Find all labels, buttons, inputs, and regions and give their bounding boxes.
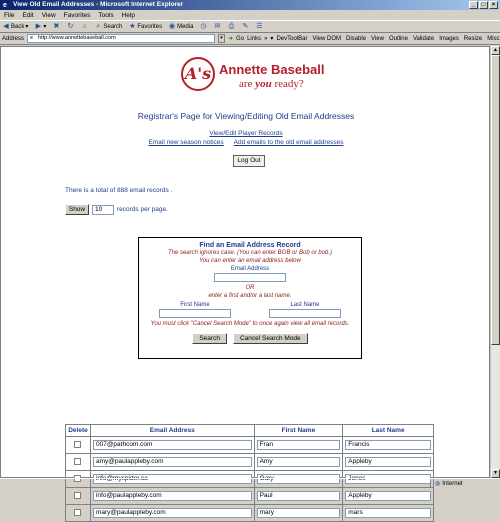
favorites-icon: ★ [129, 22, 136, 30]
back-label: Back [11, 23, 25, 30]
search-note-email: You can enter an email address below [199, 258, 301, 264]
stop-icon[interactable]: ✖ [53, 22, 60, 30]
records-per-page-label: records per page. [117, 206, 168, 213]
table-row [66, 505, 434, 522]
globe-icon: ◍ [435, 481, 441, 487]
search-note-name: enter a first and/or a last name. [208, 293, 292, 299]
go-button[interactable]: Go [236, 35, 245, 42]
delete-checkbox[interactable] [74, 509, 81, 516]
toolbar-options-icon[interactable]: ▾ [270, 36, 274, 42]
search-last-name-input[interactable] [269, 309, 341, 318]
media-label: Media [177, 23, 194, 30]
favorites-label: Favorites [137, 23, 163, 30]
scroll-up-icon[interactable]: ▲ [491, 46, 500, 55]
tagline-start: are [239, 78, 256, 90]
total-records-text: There is a total of 888 email records . [65, 187, 173, 194]
logo-brand-name: Annette Baseball [219, 62, 325, 77]
delete-checkbox[interactable] [74, 441, 81, 448]
links-label[interactable]: Links [247, 35, 262, 42]
last-name-input[interactable]: Appleby [345, 491, 431, 501]
site-logo [181, 57, 351, 107]
menu-file[interactable]: File [4, 11, 15, 19]
favorites-button[interactable] [128, 23, 162, 31]
status-bar [0, 478, 500, 488]
link-outline[interactable]: Outline [388, 35, 408, 42]
media-icon: ◉ [169, 22, 176, 30]
tagline-end: ready? [271, 78, 304, 90]
forward-arrow-icon: ▶ [35, 22, 42, 30]
edit-icon[interactable]: ✎ [242, 22, 249, 30]
nav-links-row-2 [1, 139, 491, 146]
forward-button[interactable] [34, 23, 46, 31]
first-name-column-header: First Name [254, 425, 343, 437]
last-name-column-header: Last Name [343, 425, 434, 437]
search-buttons [139, 333, 361, 344]
back-arrow-icon: ◀ [3, 22, 9, 30]
search-button-submit[interactable]: Search [192, 333, 227, 344]
last-name-field-group [269, 301, 341, 318]
menu-bar [0, 10, 500, 20]
address-dropdown-icon[interactable]: ▾ [218, 34, 225, 43]
window-controls [469, 1, 498, 9]
email-column-header: Email Address [90, 425, 254, 437]
delete-checkbox[interactable] [74, 492, 81, 499]
delete-checkbox[interactable] [74, 458, 81, 465]
logo-tagline [239, 78, 304, 90]
table-header-row [66, 425, 434, 437]
records-per-page-input[interactable]: 10 [92, 205, 114, 215]
maximize-button[interactable]: □ [479, 1, 488, 9]
window-title: View Old Email Addresses - Microsoft Internet Explorer [13, 1, 184, 8]
link-validate[interactable]: Validate [412, 35, 435, 42]
last-name-label: Last Name [290, 302, 320, 308]
first-name-label: First Name [180, 302, 210, 308]
email-notices-link[interactable]: Email new season notices [148, 139, 224, 146]
last-name-input[interactable]: Francis [345, 440, 431, 450]
discuss-icon[interactable]: ☰ [256, 22, 263, 30]
last-name-input[interactable]: mars [345, 508, 431, 518]
search-note-case: The search ignores case. (You can enter BOB or Bob or bob.) [167, 250, 333, 256]
media-button[interactable] [168, 23, 193, 31]
browser-toolbar [0, 20, 500, 33]
email-address-label: Email Address [230, 266, 270, 272]
menu-favorites[interactable]: Favorites [63, 11, 91, 19]
link-devtoolbar[interactable]: DevToolBar [276, 35, 308, 42]
table-row [66, 437, 434, 454]
link-misc[interactable]: Misc [487, 35, 500, 42]
first-name-input[interactable]: Gary [257, 474, 341, 484]
address-label: Address [2, 35, 25, 42]
close-button[interactable]: × [489, 1, 498, 9]
home-icon[interactable]: ⌂ [82, 22, 87, 30]
print-icon[interactable]: ⎙ [228, 22, 235, 30]
security-zone [430, 480, 500, 487]
address-bar [0, 33, 500, 45]
back-button[interactable] [2, 23, 28, 31]
delete-column-header: Delete [66, 425, 91, 437]
search-first-name-input[interactable] [159, 309, 231, 318]
table-row [66, 488, 434, 505]
scrollbar-thumb[interactable] [491, 55, 500, 345]
search-button[interactable] [94, 23, 122, 31]
link-disable[interactable]: Disable [346, 35, 367, 42]
add-emails-link[interactable]: Add emails to the old email addresses [233, 139, 344, 146]
email-input[interactable]: amy@paulappleby.com [93, 457, 252, 467]
history-icon[interactable]: ◷ [200, 22, 207, 30]
first-name-input[interactable]: Amy [257, 457, 341, 467]
email-input[interactable]: 007@pathcom.com [93, 440, 252, 450]
search-or-label: OR [245, 285, 255, 291]
email-input[interactable]: mary@paulappleby.com [93, 508, 252, 518]
last-name-input[interactable]: Jones [345, 474, 431, 484]
last-name-input[interactable]: Appleby [345, 457, 431, 467]
view-edit-players-link[interactable]: View/Edit Player Records [209, 130, 283, 137]
page-title: Registrar's Page for Viewing/Editing Old Email Addresses [137, 111, 355, 121]
go-arrow-icon[interactable]: ➜ [228, 36, 234, 42]
email-input[interactable]: info@myspider.ca [93, 474, 252, 484]
chevron-down-icon[interactable]: ▾ [25, 24, 29, 30]
name-fields [139, 301, 361, 318]
table-row [66, 454, 434, 471]
search-panel-title: Find an Email Address Record [199, 242, 301, 249]
show-button[interactable]: Show [65, 204, 89, 215]
menu-edit[interactable]: Edit [22, 11, 34, 19]
address-input[interactable]: e http://www.annettebaseball.com [27, 34, 215, 43]
first-name-input[interactable]: mary [257, 508, 341, 518]
link-view[interactable]: View [371, 35, 384, 42]
email-input[interactable]: info@paulappleby.com [93, 491, 252, 501]
search-panel [138, 237, 362, 359]
zone-label: Internet [442, 480, 463, 487]
vertical-scrollbar[interactable] [490, 46, 500, 478]
menu-tools[interactable]: Tools [98, 11, 114, 19]
minimize-button[interactable]: _ [469, 1, 478, 9]
email-records-table [65, 424, 434, 522]
ie-icon: e [3, 1, 7, 9]
links-toolbar [276, 36, 499, 42]
cancel-search-mode-button[interactable]: Cancel Search Mode [233, 333, 308, 344]
logout-button[interactable]: Log Out [233, 155, 265, 167]
chevron-right-icon[interactable]: » [264, 35, 268, 42]
window-titlebar [0, 0, 500, 10]
refresh-icon[interactable]: ↻ [67, 22, 74, 30]
search-note-cancel: You must click "Cancel Search Mode" to once again view all email records. [150, 321, 350, 327]
scroll-down-icon[interactable]: ▼ [491, 469, 500, 478]
baseball-logo-icon: A's [181, 57, 215, 91]
menu-help[interactable]: Help [121, 11, 135, 19]
chevron-down-icon[interactable]: ▾ [43, 24, 47, 30]
search-icon: ⌕ [96, 22, 101, 30]
first-name-field-group [159, 301, 231, 318]
link-images[interactable]: Images [439, 35, 459, 42]
nav-links-row-1 [1, 130, 491, 137]
first-name-input[interactable]: Fran [257, 440, 341, 450]
first-name-input[interactable]: Paul [257, 491, 341, 501]
records-per-page-row [65, 204, 168, 215]
tagline-emphasis: you [255, 78, 272, 90]
mail-icon[interactable]: ✉ [214, 22, 221, 30]
link-view-dom[interactable]: View DOM [312, 35, 342, 42]
menu-view[interactable]: View [41, 11, 56, 19]
link-resize[interactable]: Resize [463, 35, 483, 42]
search-label: Search [103, 23, 123, 30]
search-email-input[interactable] [214, 273, 286, 282]
